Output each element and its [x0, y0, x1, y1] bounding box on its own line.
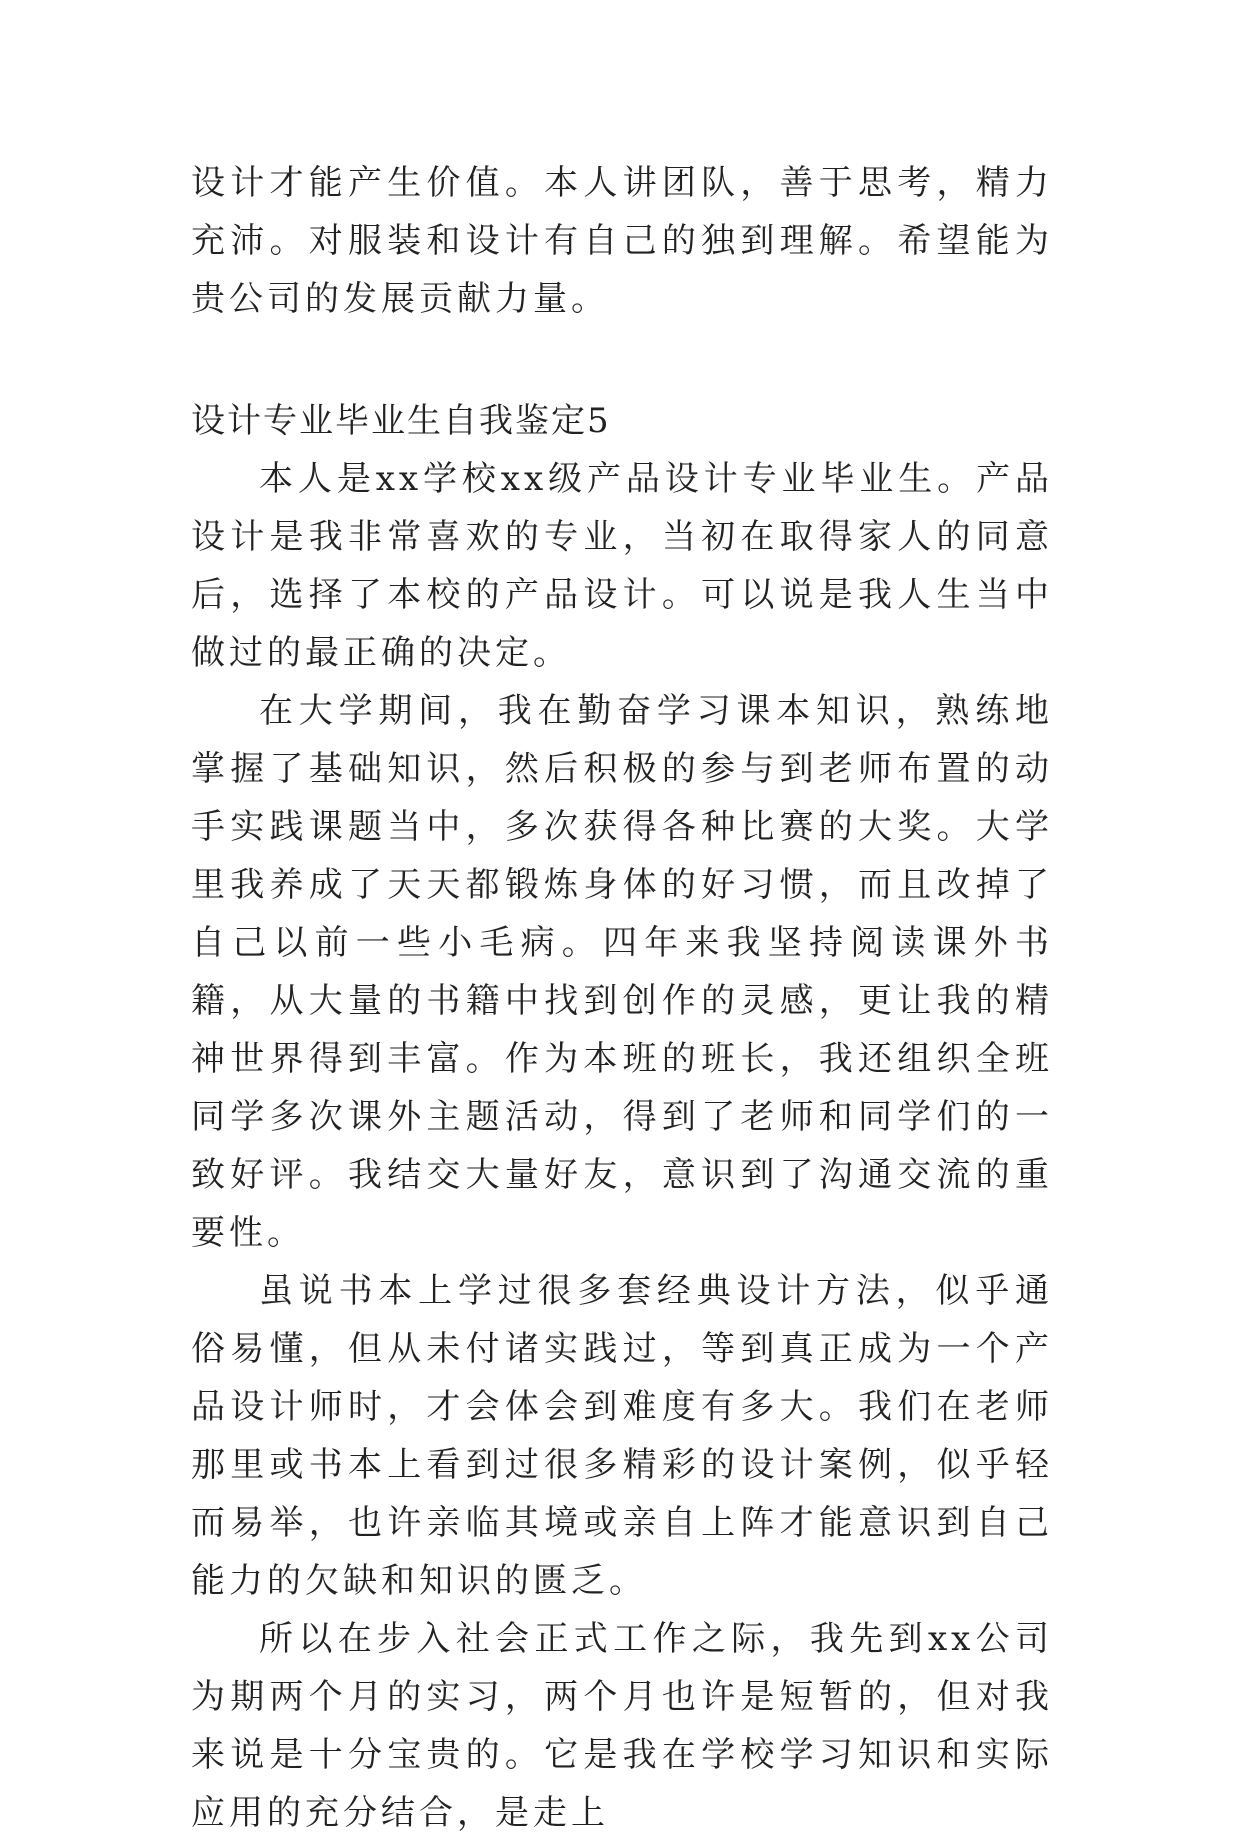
paragraph-design-methods: 虽说书本上学过很多套经典设计方法，似乎通俗易懂，但从未付诸实践过，等到真正成为一个产品设计师时，才会体会到难度有多大。我们在老师那里或书本上看到过很多精彩的设计案例，似乎轻而易举，也许亲临其境或亲自上阵才能意识到自己能力的欠缺和知识的匮乏。 — [191, 1271, 1053, 1601]
paragraph-internship: 所以在步入社会正式工作之际，我先到xx公司为期两个月的实习，两个月也许是短暂的，但对我来说是十分宝贵的。它是我在学校学习知识和实际应用的充分结合，是走上 — [191, 1619, 1053, 1833]
paragraph-intro: 本人是xx学校xx级产品设计专业毕业生。产品设计是我非常喜欢的专业，当初在取得家人的同意后，选择了本校的产品设计。可以说是我人生当中做过的最正确的决定。 — [191, 459, 1053, 673]
section-heading: 设计专业毕业生自我鉴定5 — [191, 401, 611, 441]
paragraph-university: 在大学期间，我在勤奋学习课本知识，熟练地掌握了基础知识，然后积极的参与到老师布置的动手实践课题当中，多次获得各种比赛的大奖。大学里我养成了天天都锻炼身体的好习惯，而且改掉了自己以前一些小毛病。四年来我坚持阅读课外书籍，从大量的书籍中找到创作的灵感，更让我的精神世界得到丰富。作为本班的班长，我还组织全班同学多次课外主题活动，得到了老师和同学们的一致好评。我结交大量好友，意识到了沟通交流的重要性。 — [191, 691, 1053, 1253]
body-text-block — [191, 450, 1053, 1842]
continuation-text-block — [191, 154, 1053, 328]
continuation-paragraph: 设计才能产生价值。本人讲团队，善于思考，精力充沛。对服装和设计有自己的独到理解。希望能为贵公司的发展贡献力量。 — [191, 163, 1053, 319]
